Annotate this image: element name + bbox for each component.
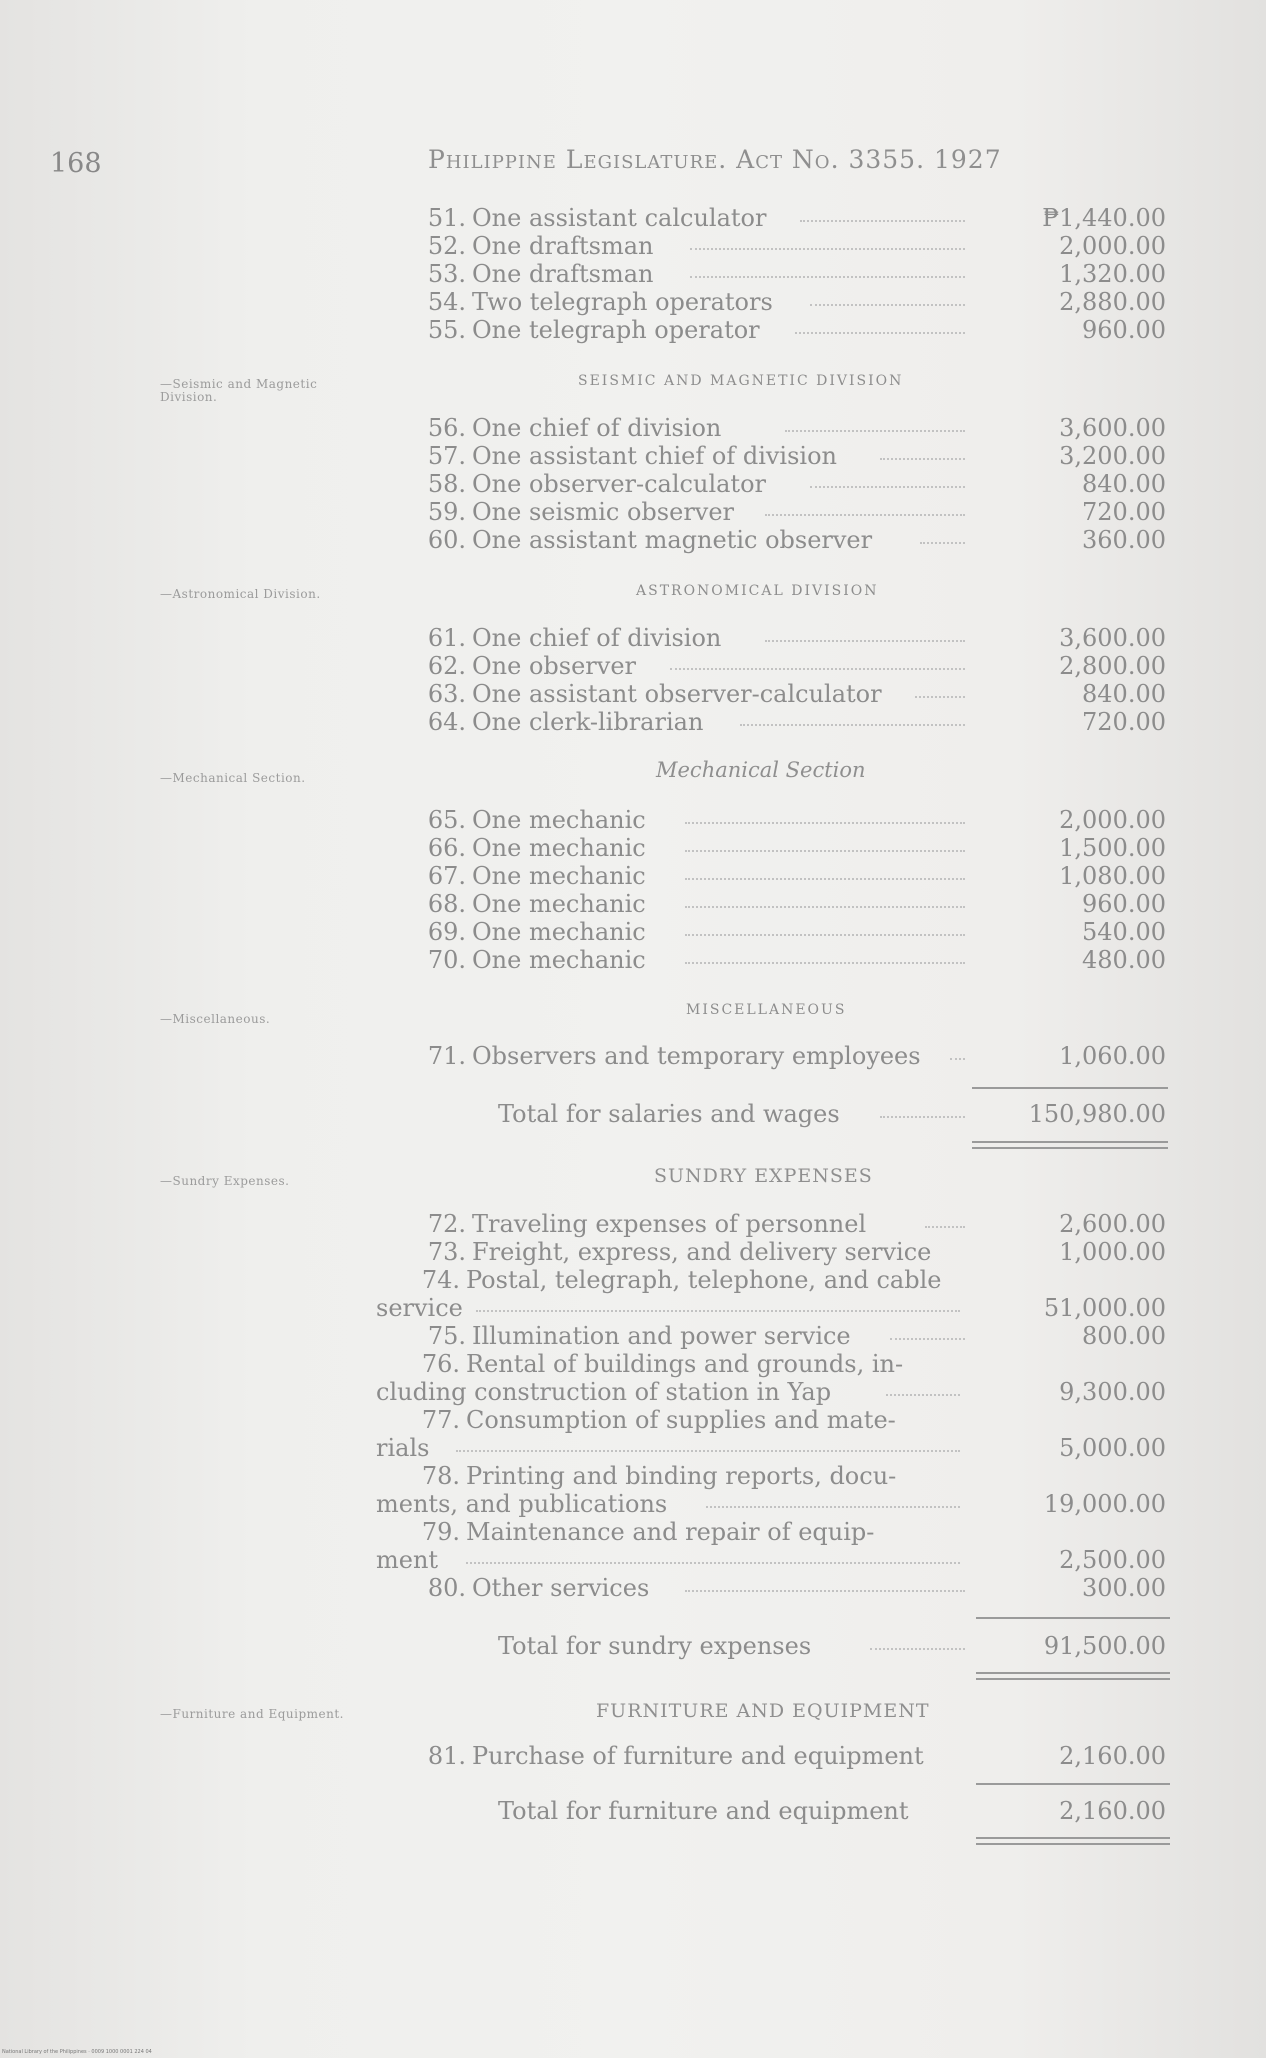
section-heading-astronomical: ASTRONOMICAL DIVISION [636, 583, 879, 599]
section-heading-furniture: FURNITURE AND EQUIPMENT [596, 1700, 930, 1722]
total-salaries-row: Total for salaries and wages 150,980.00 [498, 1100, 1166, 1128]
line-item: 52. One draftsman 2,000.00 [427, 232, 1166, 260]
line-item: 81. Purchase of furniture and equipment 2,160.00 [427, 1742, 1166, 1770]
line-item-first-line: 74. Postal, telegraph, telephone, and cable [421, 1266, 942, 1294]
double-rule [976, 1843, 1170, 1845]
double-rule [972, 1141, 1168, 1143]
line-item: rials 5,000.00 [376, 1434, 1166, 1462]
line-item-first-line: 78. Printing and binding reports, docu- [421, 1462, 897, 1490]
line-item: 57. One assistant chief of division 3,200.00 [427, 442, 1166, 470]
total-sundry-row: Total for sundry expenses 91,500.00 [498, 1632, 1166, 1660]
rule [972, 1087, 1168, 1089]
rule [976, 1617, 1170, 1619]
margin-note-mechanical: —Mechanical Section. [160, 771, 306, 785]
line-item: 73. Freight, express, and delivery service 1,000.00 [427, 1238, 1166, 1266]
line-item: 62. One observer 2,800.00 [427, 652, 1166, 680]
double-rule [976, 1678, 1170, 1680]
margin-note-sundry: —Sundry Expenses. [160, 1174, 290, 1188]
line-item-first-line: 79. Maintenance and repair of equip- [421, 1518, 875, 1546]
line-item: 72. Traveling expenses of personnel 2,600.00 [427, 1210, 1166, 1238]
line-item: 55. One telegraph operator 960.00 [427, 316, 1166, 344]
line-item: 63. One assistant observer-calculator 840.00 [427, 680, 1166, 708]
line-item: 59. One seismic observer 720.00 [427, 498, 1166, 526]
line-item: 80. Other services 300.00 [427, 1574, 1166, 1602]
line-item: 71. Observers and temporary employees 1,060.00 [427, 1042, 1166, 1070]
double-rule [972, 1147, 1168, 1149]
line-item-first-line: 76. Rental of buildings and grounds, in- [421, 1350, 904, 1378]
line-item: 70. One mechanic 480.00 [427, 946, 1166, 974]
line-item: 56. One chief of division 3,600.00 [427, 414, 1166, 442]
running-header: Philippine Legislature. Act No. 3355. 1927 [428, 145, 1002, 174]
margin-note-miscellaneous: —Miscellaneous. [160, 1012, 271, 1026]
line-item: ment 2,500.00 [376, 1546, 1166, 1574]
line-item: 67. One mechanic 1,080.00 [427, 862, 1166, 890]
rule [976, 1783, 1170, 1785]
line-item: 65. One mechanic 2,000.00 [427, 806, 1166, 834]
section-heading-mechanical: Mechanical Section [656, 758, 866, 782]
scan-footer: National Library of the Philippines · 0009 1000 0001 224 04 [2, 2049, 152, 2055]
line-item: 54. Two telegraph operators 2,880.00 [427, 288, 1166, 316]
line-item: 66. One mechanic 1,500.00 [427, 834, 1166, 862]
line-item: 61. One chief of division 3,600.00 [427, 624, 1166, 652]
margin-note-astronomical: —Astronomical Division. [160, 587, 321, 601]
line-item: 64. One clerk-librarian 720.00 [427, 708, 1166, 736]
line-item: ments, and publications 19,000.00 [376, 1490, 1166, 1518]
section-heading-miscellaneous: MISCELLANEOUS [686, 1002, 847, 1018]
page-number: 168 [50, 148, 102, 179]
double-rule [976, 1837, 1170, 1839]
line-item: 69. One mechanic 540.00 [427, 918, 1166, 946]
line-item: 58. One observer-calculator 840.00 [427, 470, 1166, 498]
section-heading-sundry: SUNDRY EXPENSES [654, 1165, 873, 1187]
line-item: cluding construction of station in Yap 9,300.00 [376, 1378, 1166, 1406]
total-furniture-row: Total for furniture and equipment 2,160.00 [498, 1797, 1166, 1825]
line-item: 51. One assistant calculator ₱1,440.00 [427, 204, 1166, 232]
margin-note-seismic: —Seismic and Magnetic Division. [160, 377, 318, 404]
line-item: 68. One mechanic 960.00 [427, 890, 1166, 918]
line-item: service 51,000.00 [376, 1294, 1166, 1322]
line-item: 60. One assistant magnetic observer 360.00 [427, 526, 1166, 554]
margin-note-furniture: —Furniture and Equipment. [160, 1707, 344, 1721]
section-heading-seismic: SEISMIC AND MAGNETIC DIVISION [578, 373, 904, 389]
double-rule [976, 1672, 1170, 1674]
line-item: 53. One draftsman 1,320.00 [427, 260, 1166, 288]
line-item-first-line: 77. Consumption of supplies and mate- [421, 1406, 896, 1434]
line-item: 75. Illumination and power service 800.00 [427, 1322, 1166, 1350]
